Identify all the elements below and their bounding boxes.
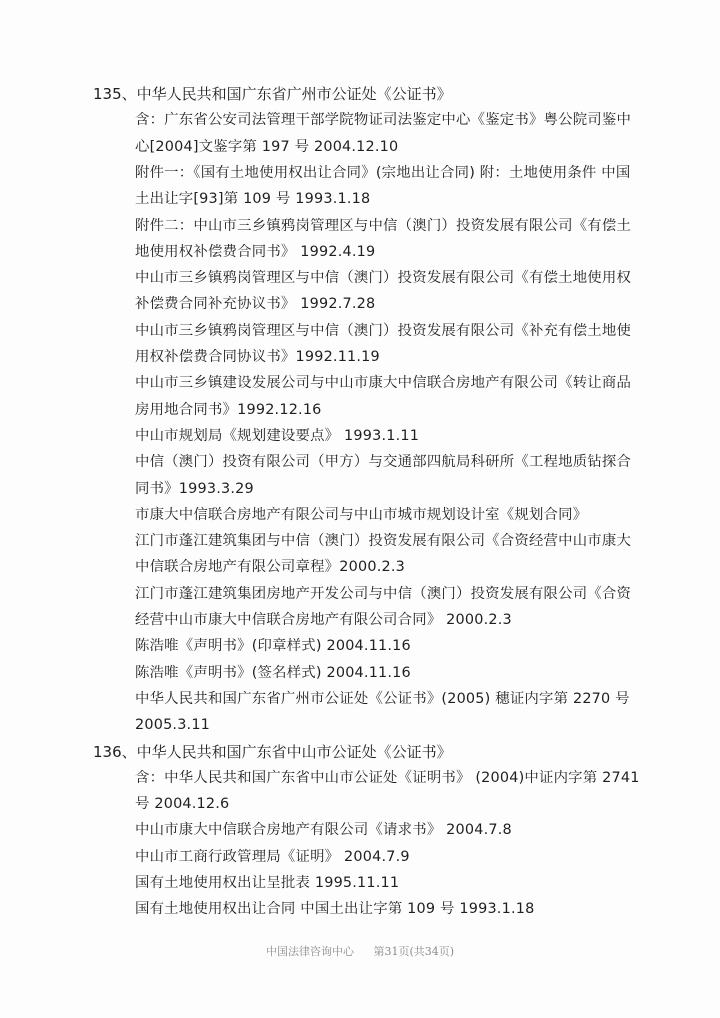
document-line: 补偿费合同补充协议书》 1992.7.28 bbox=[135, 296, 376, 313]
document-line: 陈浩唯《声明书》(签名样式) 2004.11.16 bbox=[135, 664, 411, 681]
document-line: 2005.3.11 bbox=[135, 717, 211, 734]
document-line: 陈浩唯《声明书》(印章样式) 2004.11.16 bbox=[135, 638, 411, 655]
document-line: 市康大中信联合房地产有限公司与中山市城市规划设计室《规划合同》 bbox=[135, 506, 588, 523]
section-title: 中华人民共和国广东省中山市公证处《公证书》 bbox=[136, 742, 452, 761]
page-footer bbox=[0, 944, 720, 960]
document-line: 同书》1993.3.29 bbox=[135, 480, 254, 497]
document-line: 中山市三乡镇鸦岗管理区与中信（澳门）投资发展有限公司《补充有偿土地使 bbox=[135, 322, 632, 339]
document-line: 附件一：《国有土地使用权出让合同》(宗地出让合同) 附：土地使用条件 中国 bbox=[135, 164, 631, 181]
footer-org: 中国法律咨询中心 bbox=[265, 945, 354, 958]
section-heading bbox=[93, 84, 452, 104]
document-line: 中华人民共和国广东省广州市公证处《公证书》(2005) 穗证内字第 2270 号 bbox=[135, 690, 630, 707]
section-number: 135、 bbox=[93, 85, 137, 103]
document-line: 国有土地使用权出让呈批表 1995.11.11 bbox=[135, 875, 400, 891]
document-line: 中信（澳门）投资有限公司（甲方）与交通部四航局科研所《工程地质钻探合 bbox=[135, 454, 632, 471]
section-heading bbox=[93, 742, 452, 762]
section-number: 136、 bbox=[93, 742, 137, 761]
document-line: 中信联合房地产有限公司章程》2000.2.3 bbox=[135, 559, 405, 576]
document-line: 心[2004]文鉴字第 197 号 2004.12.10 bbox=[135, 138, 399, 155]
document-line: 中山市康大中信联合房地产有限公司《请求书》 2004.7.8 bbox=[135, 822, 512, 839]
document-line: 江门市蓬江建筑集团房地产开发公司与中信（澳门）投资发展有限公司《合资 bbox=[135, 585, 632, 602]
document-line: 地使用权补偿费合同书》 1992.4.19 bbox=[135, 243, 376, 260]
document-line: 用权补偿费合同协议书》1992.11.19 bbox=[135, 349, 380, 365]
document-line: 中山市工商行政管理局《证明》 2004.7.9 bbox=[135, 848, 410, 865]
document-line: 含：广东省公安司法管理干部学院物证司法鉴定中心《鉴定书》粤公院司鉴中 bbox=[135, 112, 632, 129]
footer-page-number: 第31页(共34页) bbox=[373, 945, 455, 958]
document-line: 房用地合同书》1992.12.16 bbox=[135, 401, 322, 418]
document-line: 附件二：中山市三乡镇鸦岗管理区与中信（澳门）投资发展有限公司《有偿土 bbox=[135, 217, 632, 234]
document-line: 含：中华人民共和国广东省中山市公证处《证明书》 (2004)中证内字第 2741 bbox=[135, 769, 640, 786]
document-line: 中山市三乡镇建设发展公司与中山市康大中信联合房地产有限公司《转让商品 bbox=[135, 375, 632, 392]
document-line: 中山市规划局《规划建设要点》 1993.1.11 bbox=[135, 427, 420, 444]
document-line: 经营中山市康大中信联合房地产有限公司合同》 2000.2.3 bbox=[135, 612, 512, 628]
document-line: 江门市蓬江建筑集团与中信（澳门）投资发展有限公司《合资经营中山市康大 bbox=[135, 533, 632, 550]
section-title: 中华人民共和国广东省广州市公证处《公证书》 bbox=[136, 85, 452, 103]
document-line: 国有土地使用权出让合同 中国土出让字第 109 号 1993.1.18 bbox=[135, 901, 535, 918]
document-line: 号 2004.12.6 bbox=[135, 796, 230, 813]
document-line: 中山市三乡镇鸦岗管理区与中信（澳门）投资发展有限公司《有偿土地使用权 bbox=[135, 270, 632, 287]
document-line: 土出让字[93]第 109 号 1993.1.18 bbox=[135, 191, 371, 208]
